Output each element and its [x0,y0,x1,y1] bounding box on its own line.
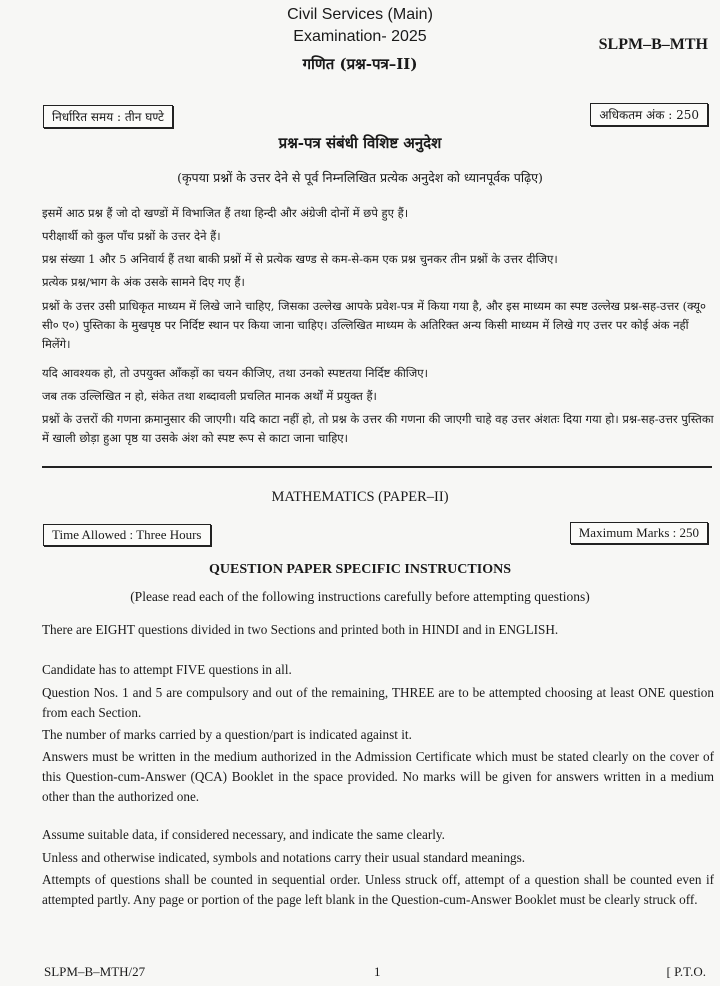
english-para: There are EIGHT questions divided in two Sections and printed both in HINDI and in ENGLISH. [42,622,559,637]
instructions-heading: QUESTION PAPER SPECIFIC INSTRUCTIONS [209,562,511,577]
hindi-para: प्रश्नों के उत्तर उसी प्राधिकृत माध्यम में लिखे जाने चाहिए, जिसका उल्लेख आपके प्रवेश-पत्र में किया गया है, और इस माध्यम का स्पष्ट उल्लेख प्रश्न-सह-उत्तर (क्यू० सी० ए०) पुस्तिका के मुखपृष्ठ पर निर्दिष्ट स्थान पर किया जाना चाहिए। उल्लिखित माध्यम के अतिरिक्त अन्य किसी माध्यम में लिखे गए उत्तर पर कोई अंक नहीं मिलेंगे। [42,299,706,351]
footer-code: SLPM–B–MTH/27 [44,964,146,979]
read-note: (Please read each of the following instructions carefully before attempting questions) [130,589,590,604]
hindi-instructions-heading: प्रश्न-पत्र संबंधी विशिष्ट अनुदेश [278,134,442,152]
section-divider [42,466,712,468]
paper-code: SLPM–B–MTH [598,36,708,53]
hindi-para: जब तक उल्लिखित न हो, संकेत तथा शब्दावली प्रचलित मानक अर्थों में प्रयुक्त हैं। [42,389,377,403]
time-allowed: Time Allowed : Three Hours [43,524,211,546]
page-number: 1 [374,964,381,979]
hindi-para: प्रश्नों के उत्तरों की गणना क्रमानुसार की जाएगी। यदि काटा नहीं हो, तो प्रश्न के उत्तर की गणना की जाएगी चाहे वह उत्तर अंशतः दिया गया हो। प्रश्न-सह-उत्तर पुस्तिका में खाली छोड़ा हुआ पृष्ठ या उसके अंश को स्पष्ट रूप से काटा जाना चाहिए। [42,412,714,445]
pto-label: [ P.T.O. [666,964,706,979]
exam-title: Civil Services (Main) [287,6,433,23]
hindi-time-allowed: निर्धारित समय : तीन घण्टे [43,105,173,128]
hindi-para: यदि आवश्यक हो, तो उपयुक्त आँकड़ों का चयन कीजिए, तथा उनको स्पष्टतया निर्दिष्ट कीजिए। [42,366,429,380]
english-para: Unless and otherwise indicated, symbols and notations carry their usual standard meanings. [42,850,526,865]
hindi-para: इसमें आठ प्रश्न हैं जो दो खण्डों में विभाजित हैं तथा हिन्दी और अंग्रेजी दोनों में छपे हुए हैं। [42,206,409,220]
english-subject: MATHEMATICS (PAPER–II) [271,489,449,505]
english-para: Answers must be written in the medium authorized in the Admission Certificate which must be stated clearly on the cover of this Question-cum-Answer (QCA) Booklet in the space provided. No marks will be given for answers written in a medium other than the authorized one. [42,749,714,804]
hindi-para: परीक्षार्थी को कुल पाँच प्रश्नों के उत्तर देने हैं। [42,229,221,243]
english-para: Assume suitable data, if considered necessary, and indicate the same clearly. [42,827,445,842]
english-para: Attempts of questions shall be counted in sequential order. Unless struck off, attempt of a question shall be counted even if attempted partly. Any page or portion of the page left blank in the Question-cum-Answer Booklet must be clearly struck off. [42,872,714,907]
english-para: Candidate has to attempt FIVE questions in all. [42,662,292,677]
exam-year: Examination- 2025 [293,28,427,45]
english-para: The number of marks carried by a question/part is indicated against it. [42,727,412,742]
hindi-max-marks: अधिकतम अंक : 250 [590,103,708,126]
max-marks: Maximum Marks : 250 [570,522,708,544]
hindi-subject: गणित (प्रश्न-पत्र–II) [302,55,418,73]
english-para: Question Nos. 1 and 5 are compulsory and out of the remaining, THREE are to be attempted choosing at least ONE question from each Section. [42,685,714,720]
hindi-para: प्रत्येक प्रश्न/भाग के अंक उसके सामने दिए गए हैं। [42,275,245,289]
hindi-para: प्रश्न संख्या 1 और 5 अनिवार्य हैं तथा बाकी प्रश्नों में से प्रत्येक खण्ड से कम-से-कम एक प्रश्न चुनकर तीन प्रश्नों के उत्तर दीजिए। [42,252,558,266]
hindi-read-note: (कृपया प्रश्नों के उत्तर देने से पूर्व निम्नलिखित प्रत्येक अनुदेश को ध्यानपूर्वक पढ़िए) [177,170,543,185]
